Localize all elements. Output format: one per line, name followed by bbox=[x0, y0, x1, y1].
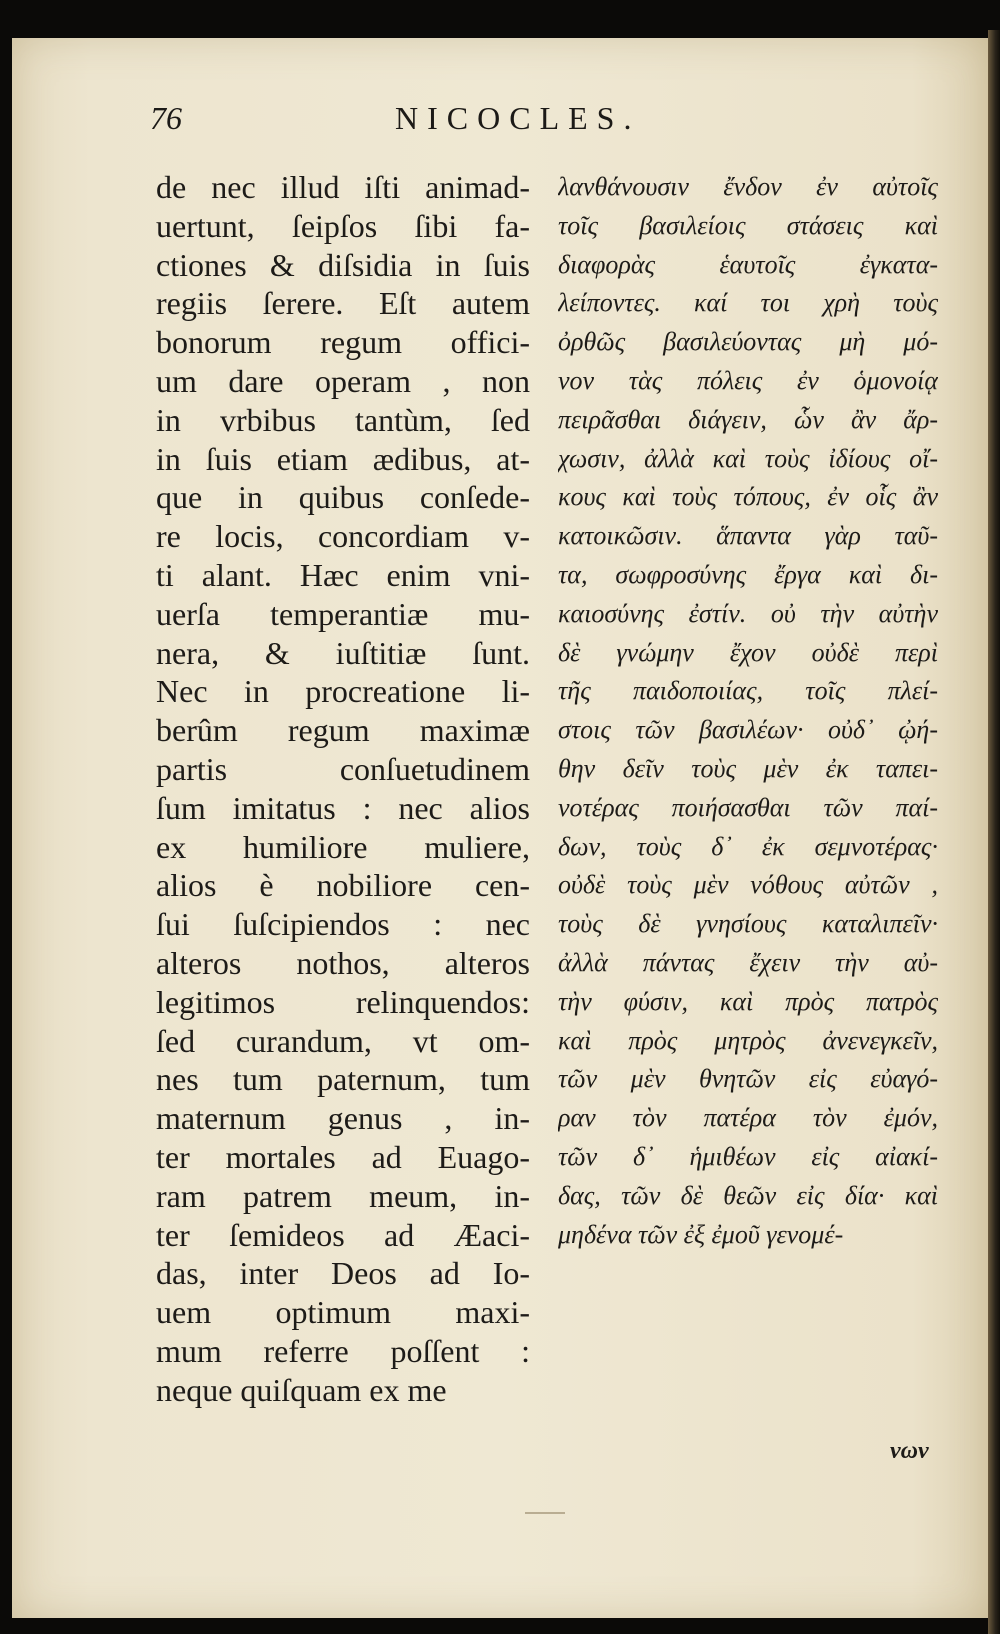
latin-text-line: ſum imitatus : nec alios bbox=[156, 789, 530, 826]
latin-text-line: ſui ſuſcipiendos : nec bbox=[156, 906, 530, 943]
greek-text-line: καὶ πρὸς μητρὸς ἀνενεγκεῖν, bbox=[558, 1025, 938, 1055]
latin-text-line: ter mortales ad Euago- bbox=[156, 1138, 530, 1175]
greek-text-line: δων, τοὺς δ᾽ ἐκ σεμνοτέρας· bbox=[558, 831, 938, 861]
latin-text-line: uertunt, ſeipſos ſibi fa- bbox=[156, 207, 530, 244]
greek-text-line: χωσιν, ἀλλὰ καὶ τοὺς ἰδίους οἴ- bbox=[558, 443, 938, 473]
greek-text-line: νον τὰς πόλεις ἐν ὁμονοίᾳ bbox=[558, 365, 938, 395]
latin-text-line: neque quiſquam ex me bbox=[156, 1371, 447, 1408]
page-number: 76 bbox=[150, 100, 182, 136]
catchword: νων bbox=[890, 1438, 929, 1464]
latin-text-line: nes tum paternum, tum bbox=[156, 1061, 530, 1098]
latin-text-line: in ſuis etiam ædibus, at- bbox=[156, 440, 530, 477]
latin-text-line: alios è nobiliore cen- bbox=[156, 867, 530, 904]
greek-text-line: κους καὶ τοὺς τόπους, ἐν οἷς ἂν bbox=[558, 482, 938, 512]
latin-text-line: bonorum regum offici- bbox=[156, 324, 530, 361]
greek-column bbox=[558, 168, 938, 1254]
latin-text-line: uem optimum maxi- bbox=[156, 1294, 530, 1331]
latin-text-line: nera, & iuſtitiæ ſunt. bbox=[156, 634, 530, 671]
latin-text-line: legitimos relinquendos: bbox=[156, 983, 530, 1020]
greek-text-line: λανθάνουσιν ἔνδον ἐν αὐτοῖς bbox=[558, 172, 938, 201]
latin-text-line: que in quibus conſede- bbox=[156, 479, 530, 516]
greek-text-line: καιοσύνης ἐστίν. οὐ τὴν αὐτὴν bbox=[558, 598, 938, 628]
greek-text-line: τῆς παιδοποιίας, τοῖς πλεί- bbox=[558, 676, 938, 706]
greek-text-line: κατοικῶσιν. ἅπαντα γὰρ ταῦ- bbox=[558, 521, 938, 551]
latin-text-line: regiis ſerere. Eſt autem bbox=[156, 285, 530, 322]
latin-text-line: ex humiliore muliere, bbox=[156, 828, 530, 865]
greek-text-line: δὲ γνώμην ἔχον οὐδὲ περὶ bbox=[558, 637, 938, 667]
latin-text-line: ti alant. Hæc enim vni- bbox=[156, 556, 530, 593]
latin-text-line: ctiones & diſsidia in ſuis bbox=[156, 246, 530, 283]
page-header bbox=[150, 100, 930, 144]
latin-text-line: mum referre poſſent : bbox=[156, 1332, 530, 1369]
latin-text-line: alteros nothos, alteros bbox=[156, 944, 530, 981]
greek-text-line: λείποντες. καί τοι χρὴ τοὺς bbox=[558, 288, 938, 318]
greek-text-line: ἀλλὰ πάντας ἔχειν τὴν αὐ- bbox=[558, 947, 938, 977]
latin-text-line: um dare operam , non bbox=[156, 362, 530, 399]
latin-text-line: Nec in procreatione li- bbox=[156, 673, 530, 710]
greek-text-line: τοῖς βασιλείοις στάσεις καὶ bbox=[558, 210, 938, 240]
page-edge bbox=[988, 30, 1000, 1634]
latin-text-line: uerſa temperantiæ mu- bbox=[156, 595, 530, 632]
greek-text-line: διαφορὰς ἑαυτοῖς ἐγκατα- bbox=[558, 249, 938, 279]
greek-text-line: τὴν φύσιν, καὶ πρὸς πατρὸς bbox=[558, 986, 938, 1016]
latin-column bbox=[156, 168, 530, 1410]
greek-text-line: νοτέρας ποιήσασθαι τῶν παί- bbox=[558, 792, 938, 822]
latin-text-line: ter ſemideos ad Æaci- bbox=[156, 1216, 530, 1253]
greek-text-line: τῶν μὲν θνητῶν εἰς εὐαγό- bbox=[558, 1064, 938, 1094]
latin-text-line: de nec illud iſti animad- bbox=[156, 169, 530, 205]
greek-text-line: πειρᾶσθαι διάγειν, ὧν ἂν ἄρ- bbox=[558, 404, 938, 434]
greek-text-line: στοις τῶν βασιλέων· οὐδ᾽ ᾠή- bbox=[558, 715, 938, 745]
greek-text-line: δας, τῶν δὲ θεῶν εἰς δία· καὶ bbox=[558, 1180, 938, 1210]
greek-text-line: μηδένα τῶν ἐξ ἐμοῦ γενομέ- bbox=[558, 1219, 844, 1249]
greek-text-line: τα, σωφροσύνης ἔργα καὶ δι- bbox=[558, 559, 938, 589]
greek-text-line: τοὺς δὲ γνησίους καταλιπεῖν· bbox=[558, 909, 938, 939]
latin-text-line: berûm regum maximæ bbox=[156, 712, 530, 749]
latin-text-line: re locis, concordiam v- bbox=[156, 518, 530, 555]
paper-mark bbox=[525, 1512, 565, 1514]
latin-text-line: partis conſuetudinem bbox=[156, 750, 530, 787]
latin-text-line: das, inter Deos ad Io- bbox=[156, 1255, 530, 1292]
latin-text-line: ram patrem meum, in- bbox=[156, 1177, 530, 1214]
greek-text-line: ραν τὸν πατέρα τὸν ἐμόν, bbox=[558, 1103, 938, 1133]
running-head: NICOCLES. bbox=[395, 100, 641, 136]
latin-text-line: ſed curandum, vt om- bbox=[156, 1022, 530, 1059]
greek-text-line: θην δεῖν τοὺς μὲν ἐκ ταπει- bbox=[558, 753, 938, 783]
latin-text-line: in vrbibus tantùm, ſed bbox=[156, 401, 530, 438]
greek-text-line: οὐδὲ τοὺς μὲν νόθους αὐτῶν , bbox=[558, 870, 938, 900]
latin-text-line: maternum genus , in- bbox=[156, 1100, 530, 1137]
greek-text-line: ὀρθῶς βασιλεύοντας μὴ μό- bbox=[558, 327, 938, 357]
greek-text-line: τῶν δ᾽ ἡμιθέων εἰς αἰακί- bbox=[558, 1141, 938, 1171]
